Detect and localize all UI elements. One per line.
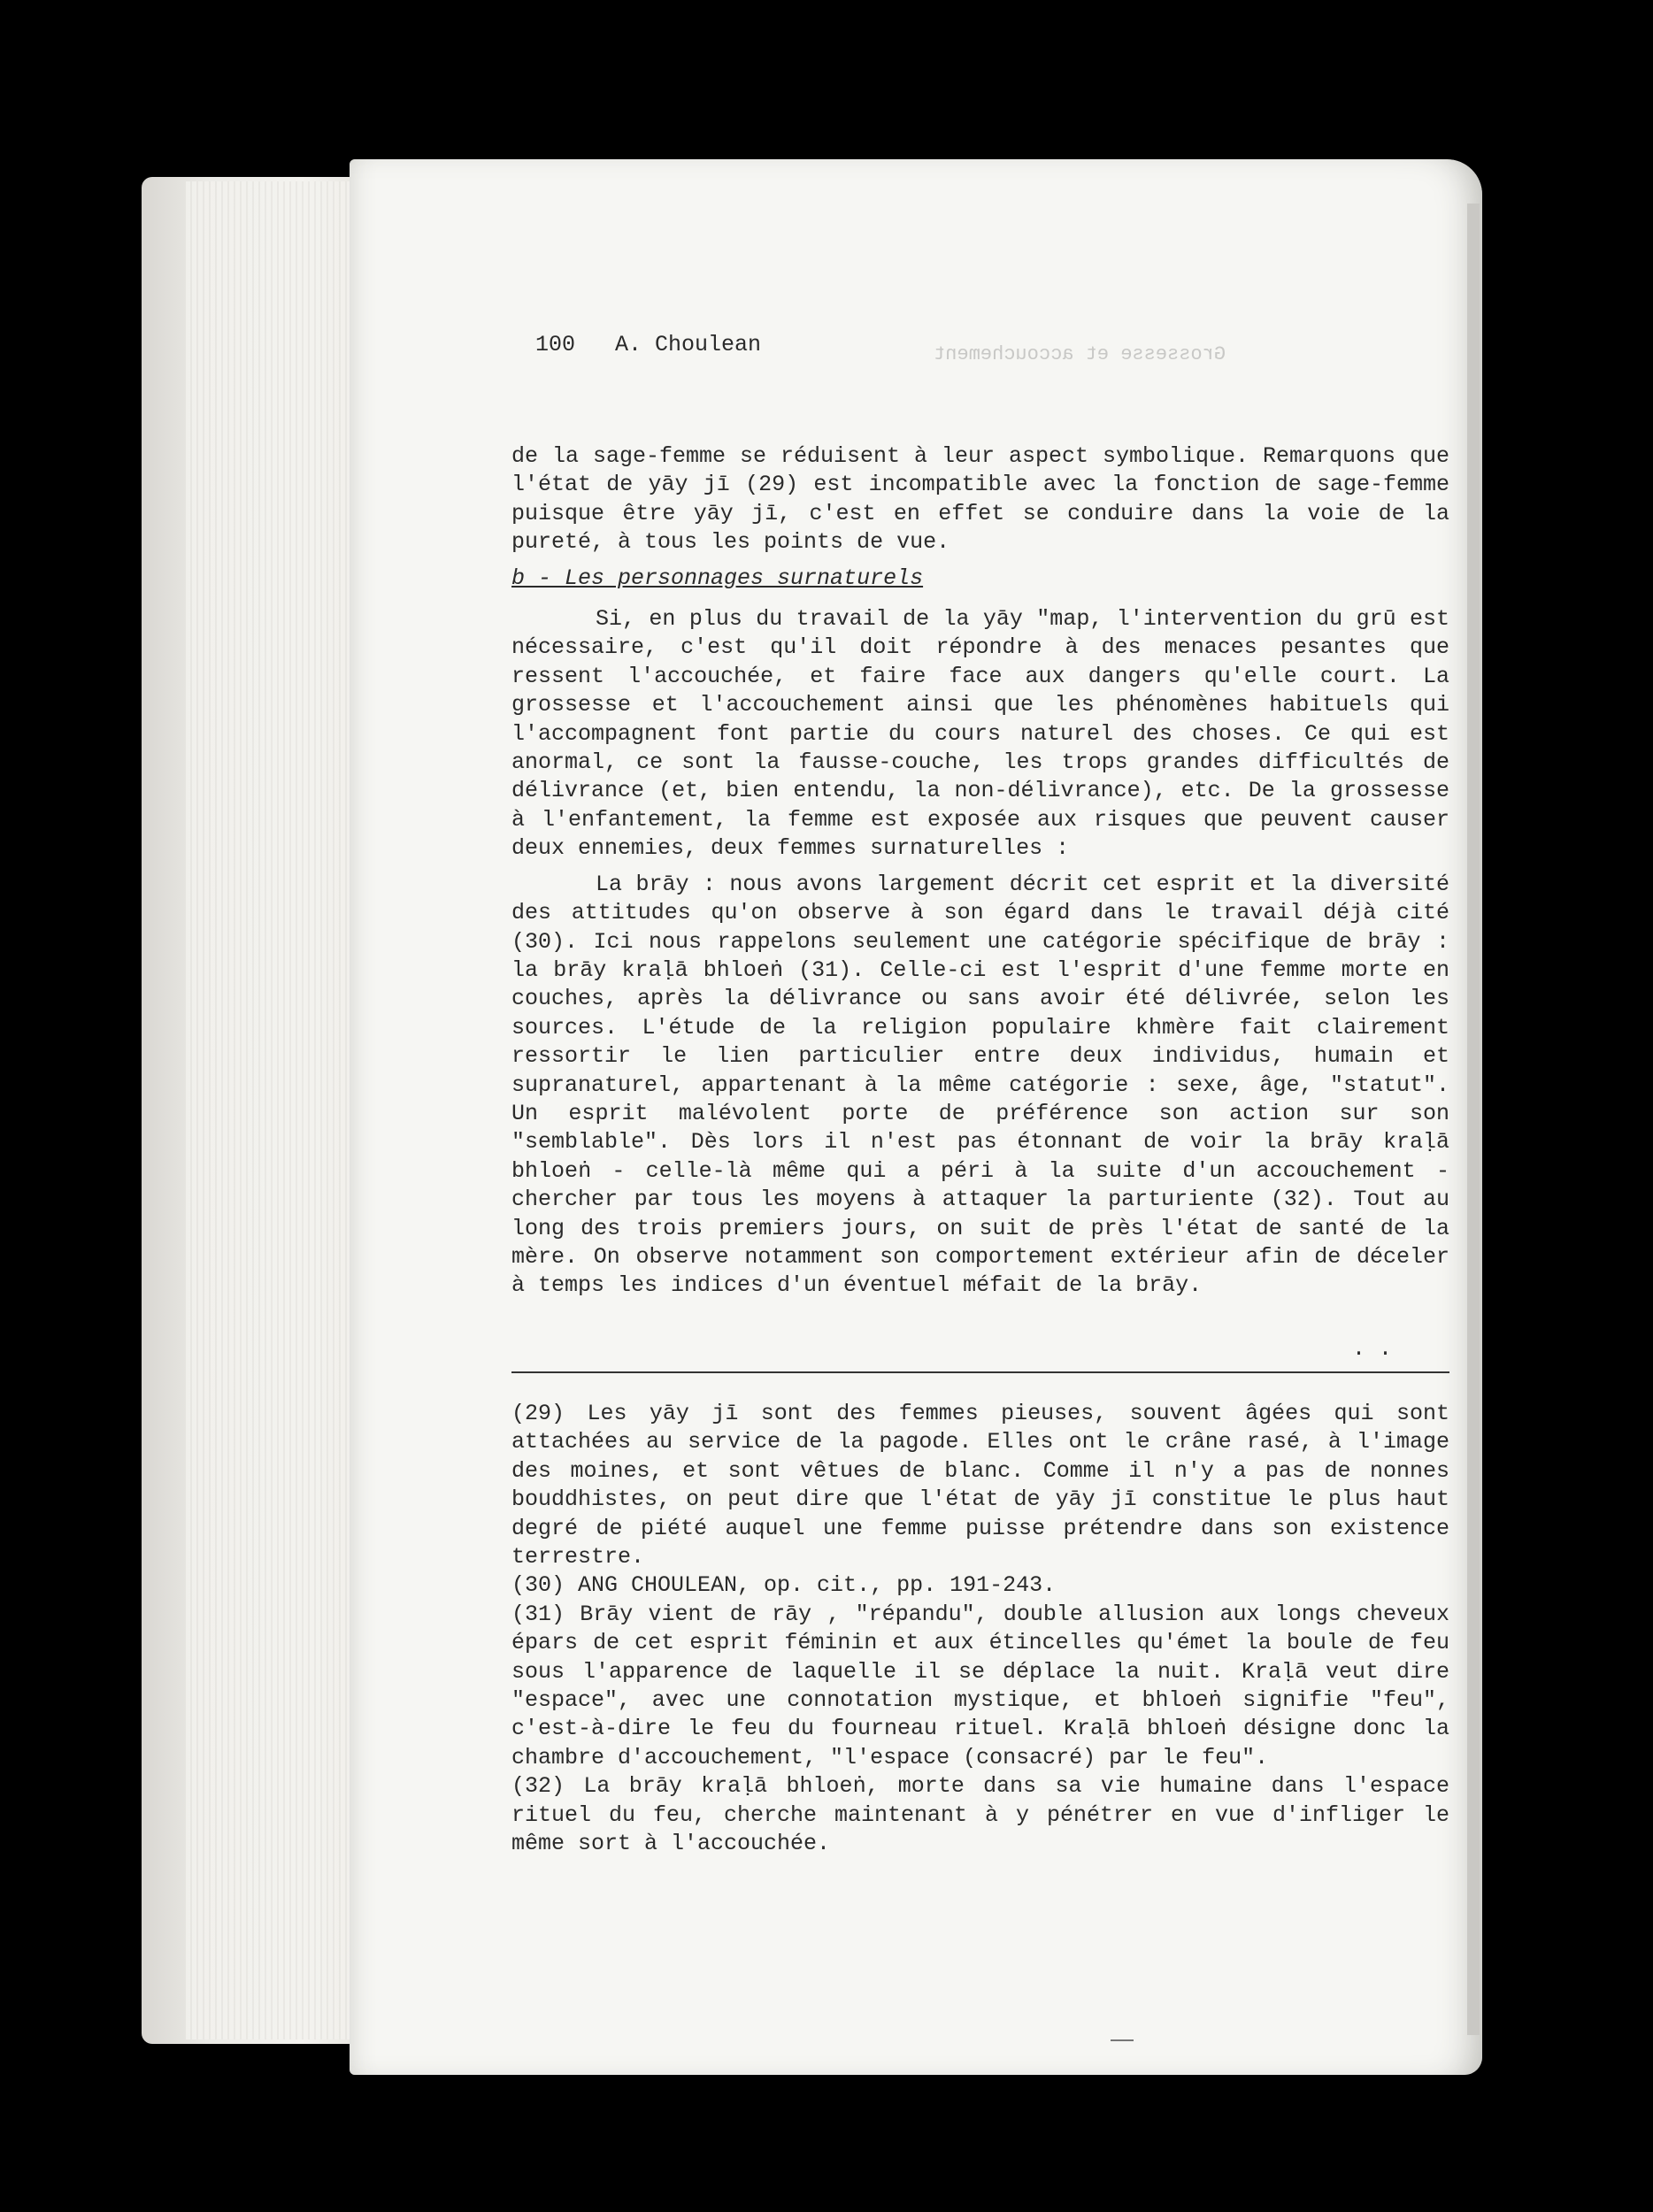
main-text [511,442,1449,1301]
footnote-rule [511,1371,1449,1373]
footnotes [511,1400,1449,1859]
footnote-30: (30) ANG CHOULEAN, op. cit., pp. 191-243. [511,1572,1057,1599]
author-name: A. Choulean [615,332,762,357]
paragraph-1: de la sage-femme se réduisent à leur aspect symbolique. Remarquons que l'état de yāy jī (29) est incompatible avec la fonction de sage-femme puisque être yāy jī, c'est en effet se conduire dans la voie de la pureté, à tous les points de vue. [511,443,1449,556]
bottom-mark [1111,2039,1134,2041]
paragraph-3: La brāy : nous avons largement décrit cet esprit et la diversité des attitudes qu'on observe à son égard dans le travail déjà cité (30). Ici nous rappelons seulement une catégorie spécifique de brāy : la brāy kraḷā bhloeṅ (31). Celle-ci est l'esprit d'une femme morte en couches, après la délivrance ou sans avoir été délivrée, selon les sources. L'étude de la religion populaire khmère fait clairement ressortir le lien particulier entre deux individus, humain et supranaturel, appartenant à la même catégorie : sexe, âge, "statut". Un esprit malévolent porte de préférence son action sur son "semblable". Dès lors il n'est pas étonnant de voir la brāy kraḷā bhloeṅ - celle-là même qui a péri à la suite d'un accouchement - chercher par tous les moyens à attaquer la parturiente (32). Tout au long des trois premiers jours, on suit de près l'état de santé de la mère. On observe notamment son comportement extérieur afin de déceler à temps les indices d'un éventuel méfait de la brāy. [511,871,1449,1299]
bleed-through-title: Grossesse et accouchement [934,343,1226,365]
footnote-32: (32) La brāy kraḷā bhloeṅ, morte dans sa vie humaine dans l'espace rituel du feu, cherche maintenant à y pénétrer en vue d'infliger le même sort à l'accouchée. [511,1773,1449,1857]
page-number: 100 [535,332,576,357]
footnote-29: (29) Les yāy jī sont des femmes pieuses, souvent âgées qui sont attachées au service de la pagode. Elles ont le crâne rasé, à l'image des moines, et sont vêtues de blanc. Comme il n'y a pas de nonnes bouddhistes, on peut dire que l'état de yāy jī constitue le plus haut degré de piété auquel une femme puisse prétendre dans son existence terrestre. [511,1401,1449,1571]
next-page-edge [1467,204,1480,2035]
page-edges [186,181,363,2039]
book-page [350,159,1482,2075]
footnote-31: (31) Brāy vient de rāy , "répandu", double allusion aux longs cheveux épars de cet esprit féminin et aux étincelles qu'émet la boule de feu sous l'apparence de laquelle il se déplace la nuit. Kraḷā veut dire "espace", avec une connotation mystique, et bhloeṅ signifie "feu", c'est-à-dire le feu du fourneau rituel. Kraḷā bhloeṅ désigne donc la chambre d'accouchement, "l'espace (consacré) par le feu". [511,1601,1449,1770]
stray-dots: . . [1352,1336,1393,1362]
paragraph-2: Si, en plus du travail de la yāy "map, l'intervention du grū est nécessaire, c'est qu'il doit répondre à des menaces pesantes que ressent l'accouchée, et faire face aux dangers qu'elle court. La grossesse et l'accouchement ainsi que les phénomènes habituels qui l'accompagnent font partie du cours naturel des choses. Ce qui est anormal, ce sont la fausse-couche, les trops grandes difficultés de délivrance (et, bien entendu, la non-délivrance), etc. De la grossesse à l'enfantement, la femme est exposée aux risques que peuvent causer deux ennemies, deux femmes surnaturelles : [511,606,1449,862]
running-header [535,332,761,357]
section-heading: b - Les personnages surnaturels [511,565,924,591]
